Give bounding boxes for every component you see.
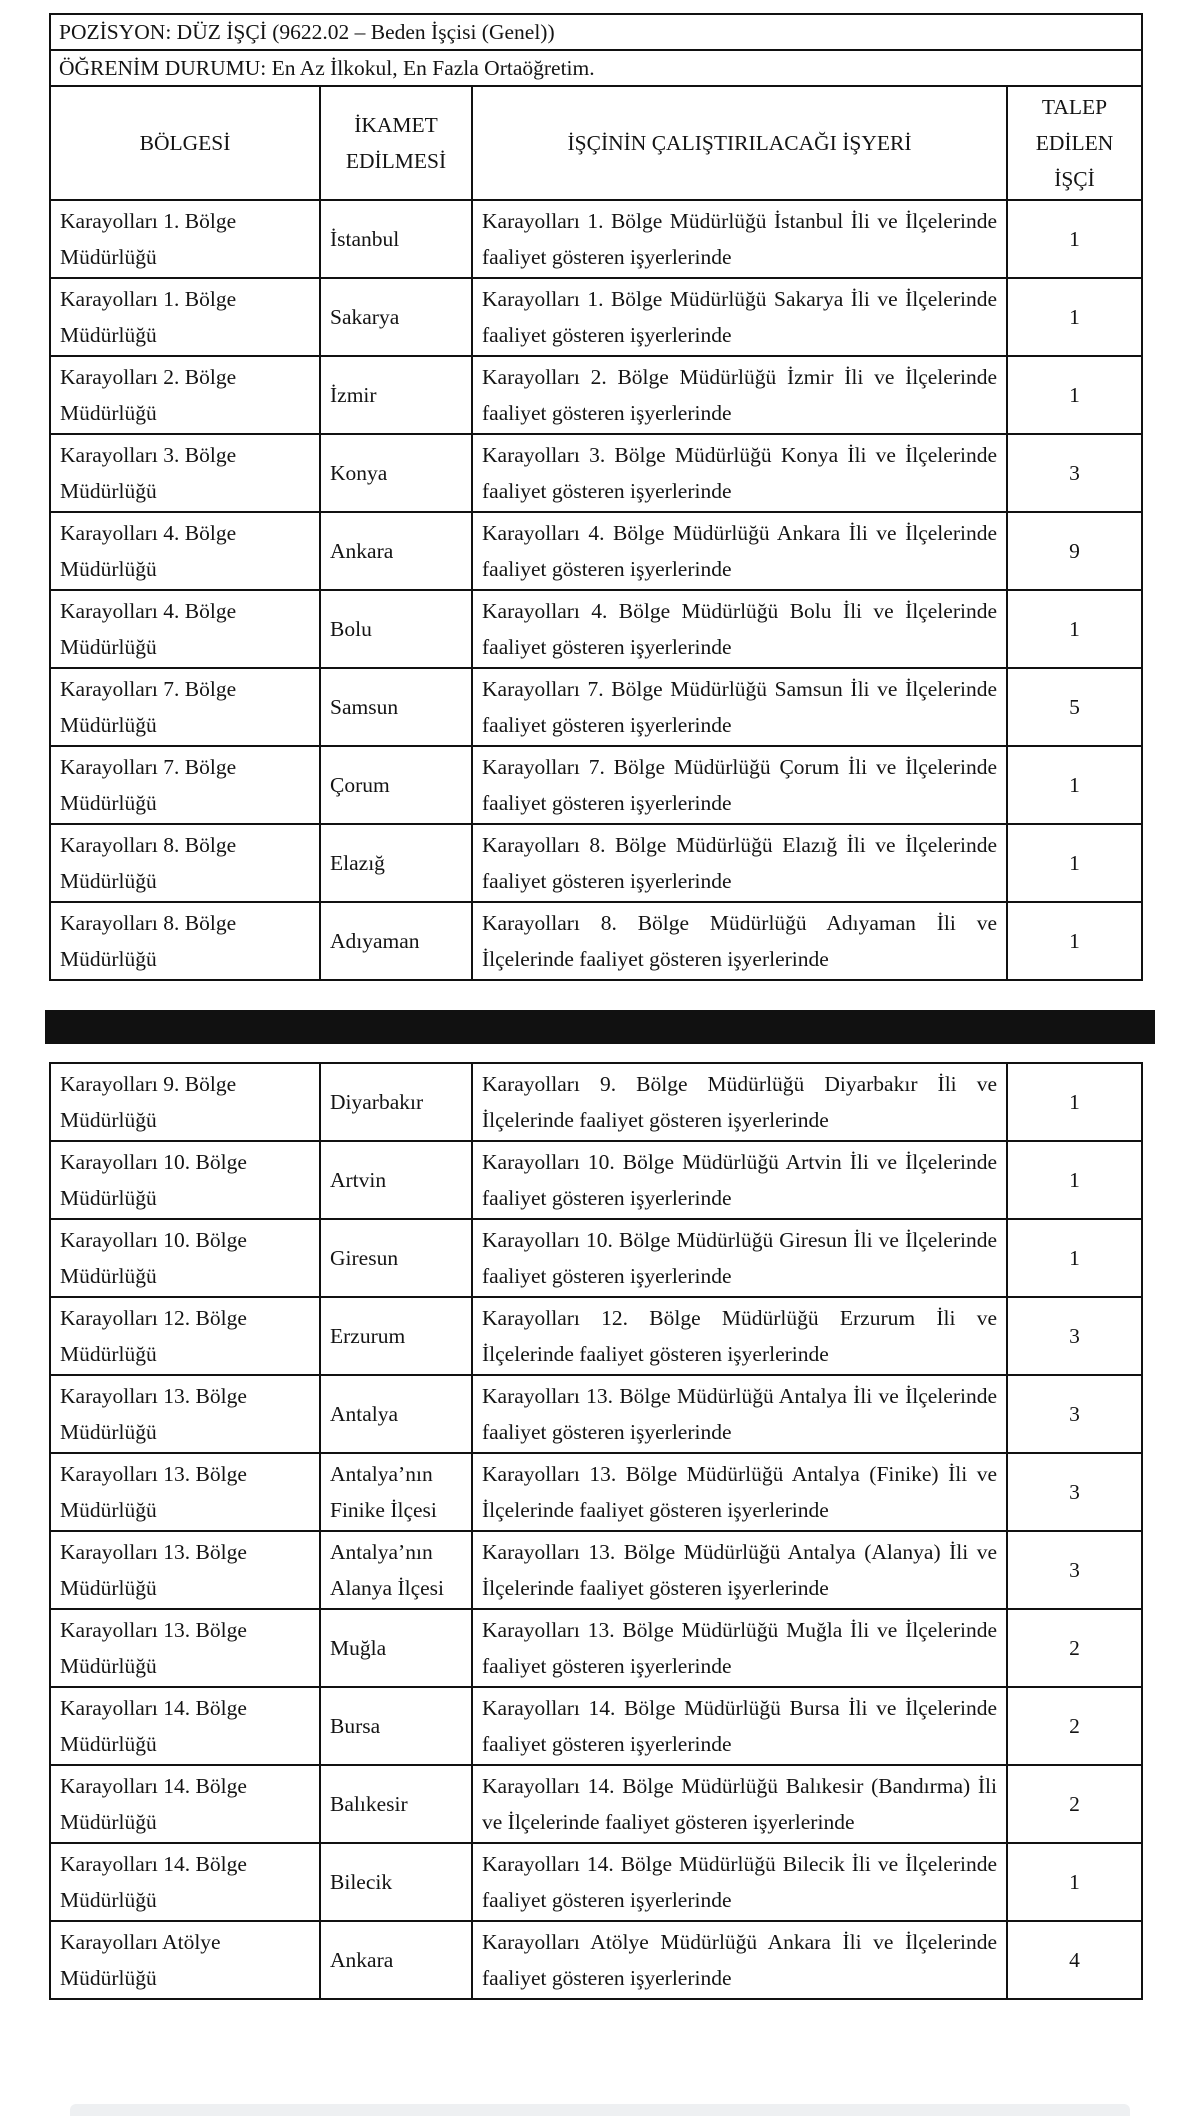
table-row: [50, 1297, 1142, 1375]
table-row: [50, 1219, 1142, 1297]
requested-count-cell: 3: [1007, 434, 1142, 512]
residence-cell: Antalya’nın Alanya İlçesi: [320, 1531, 472, 1609]
residence-cell: İstanbul: [320, 200, 472, 278]
residence-cell: Ankara: [320, 512, 472, 590]
residence-cell: Balıkesir: [320, 1765, 472, 1843]
table-row: [50, 1531, 1142, 1609]
region-cell: Karayolları 10. Bölge Müdürlüğü: [50, 1141, 320, 1219]
workplace-cell: Karayolları 9. Bölge Müdürlüğü Diyarbakır İli ve İlçelerinde faaliyet gösteren işyerlerinde: [472, 1063, 1007, 1141]
requested-count-cell: 1: [1007, 824, 1142, 902]
region-cell: Karayolları 10. Bölge Müdürlüğü: [50, 1219, 320, 1297]
positions-table-part-1: [49, 13, 1143, 981]
residence-cell: Diyarbakır: [320, 1063, 472, 1141]
requested-count-cell: 3: [1007, 1375, 1142, 1453]
workplace-cell: Karayolları 10. Bölge Müdürlüğü Artvin İli ve İlçelerinde faaliyet gösteren işyerlerinde: [472, 1141, 1007, 1219]
residence-cell: Antalya’nın Finike İlçesi: [320, 1453, 472, 1531]
workplace-cell: Karayolları 14. Bölge Müdürlüğü Bursa İli ve İlçelerinde faaliyet gösteren işyerlerinde: [472, 1687, 1007, 1765]
requested-count-cell: 1: [1007, 590, 1142, 668]
table-row: [50, 824, 1142, 902]
requested-count-cell: 3: [1007, 1531, 1142, 1609]
region-cell: Karayolları 13. Bölge Müdürlüğü: [50, 1375, 320, 1453]
table-row: [50, 1843, 1142, 1921]
residence-cell: Giresun: [320, 1219, 472, 1297]
table-row: [50, 1609, 1142, 1687]
table-body-part-1: [50, 200, 1142, 980]
table-row: [50, 1765, 1142, 1843]
requested-count-cell: 3: [1007, 1453, 1142, 1531]
requested-count-cell: 1: [1007, 1063, 1142, 1141]
workplace-cell: Karayolları 2. Bölge Müdürlüğü İzmir İli ve İlçelerinde faaliyet gösteren işyerlerinde: [472, 356, 1007, 434]
workplace-cell: Karayolları 10. Bölge Müdürlüğü Giresun İli ve İlçelerinde faaliyet gösteren işyerlerinde: [472, 1219, 1007, 1297]
column-header-requested: TALEP EDİLEN İŞÇİ: [1007, 86, 1142, 200]
table-row: [50, 1375, 1142, 1453]
residence-cell: Konya: [320, 434, 472, 512]
column-header-region: BÖLGESİ: [50, 86, 320, 200]
residence-cell: Elazığ: [320, 824, 472, 902]
table-row: [50, 1453, 1142, 1531]
residence-cell: Bilecik: [320, 1843, 472, 1921]
residence-cell: Antalya: [320, 1375, 472, 1453]
column-header-workplace: İŞÇİNİN ÇALIŞTIRILACAĞI İŞYERİ: [472, 86, 1007, 200]
requested-count-cell: 5: [1007, 668, 1142, 746]
bottom-edge-strip: [70, 2104, 1130, 2116]
workplace-cell: Karayolları 7. Bölge Müdürlüğü Samsun İli ve İlçelerinde faaliyet gösteren işyerlerinde: [472, 668, 1007, 746]
residence-cell: Sakarya: [320, 278, 472, 356]
residence-cell: Çorum: [320, 746, 472, 824]
requested-count-cell: 1: [1007, 902, 1142, 980]
table-row: [50, 1141, 1142, 1219]
requested-count-cell: 1: [1007, 1843, 1142, 1921]
region-cell: Karayolları Atölye Müdürlüğü: [50, 1921, 320, 1999]
region-cell: Karayolları 9. Bölge Müdürlüğü: [50, 1063, 320, 1141]
requested-count-cell: 9: [1007, 512, 1142, 590]
table-row: [50, 200, 1142, 278]
table-row: [50, 1063, 1142, 1141]
region-cell: Karayolları 12. Bölge Müdürlüğü: [50, 1297, 320, 1375]
region-cell: Karayolları 7. Bölge Müdürlüğü: [50, 668, 320, 746]
requested-count-cell: 1: [1007, 278, 1142, 356]
requested-count-cell: 1: [1007, 356, 1142, 434]
requested-count-cell: 2: [1007, 1609, 1142, 1687]
requested-count-cell: 1: [1007, 746, 1142, 824]
residence-cell: İzmir: [320, 356, 472, 434]
table-row: [50, 434, 1142, 512]
table-row: [50, 1687, 1142, 1765]
workplace-cell: Karayolları 4. Bölge Müdürlüğü Bolu İli ve İlçelerinde faaliyet gösteren işyerlerinde: [472, 590, 1007, 668]
region-cell: Karayolları 14. Bölge Müdürlüğü: [50, 1687, 320, 1765]
requested-count-cell: 4: [1007, 1921, 1142, 1999]
workplace-cell: Karayolları 13. Bölge Müdürlüğü Antalya (Alanya) İli ve İlçelerinde faaliyet gösteren işyerlerinde: [472, 1531, 1007, 1609]
region-cell: Karayolları 1. Bölge Müdürlüğü: [50, 278, 320, 356]
workplace-cell: Karayolları 13. Bölge Müdürlüğü Antalya İli ve İlçelerinde faaliyet gösteren işyerlerinde: [472, 1375, 1007, 1453]
table-row: [50, 1921, 1142, 1999]
workplace-cell: Karayolları Atölye Müdürlüğü Ankara İli ve İlçelerinde faaliyet gösteren işyerlerinde: [472, 1921, 1007, 1999]
residence-cell: Ankara: [320, 1921, 472, 1999]
region-cell: Karayolları 8. Bölge Müdürlüğü: [50, 824, 320, 902]
requested-count-cell: 1: [1007, 1219, 1142, 1297]
residence-cell: Adıyaman: [320, 902, 472, 980]
requested-count-cell: 1: [1007, 200, 1142, 278]
region-cell: Karayolları 4. Bölge Müdürlüğü: [50, 590, 320, 668]
table-row: [50, 512, 1142, 590]
region-cell: Karayolları 13. Bölge Müdürlüğü: [50, 1453, 320, 1531]
table-row: [50, 356, 1142, 434]
workplace-cell: Karayolları 14. Bölge Müdürlüğü Balıkesir (Bandırma) İli ve İlçelerinde faaliyet gösteren işyerlerinde: [472, 1765, 1007, 1843]
table-row: [50, 746, 1142, 824]
region-cell: Karayolları 13. Bölge Müdürlüğü: [50, 1531, 320, 1609]
region-cell: Karayolları 7. Bölge Müdürlüğü: [50, 746, 320, 824]
region-cell: Karayolları 3. Bölge Müdürlüğü: [50, 434, 320, 512]
workplace-cell: Karayolları 13. Bölge Müdürlüğü Muğla İli ve İlçelerinde faaliyet gösteren işyerlerinde: [472, 1609, 1007, 1687]
requested-count-cell: 2: [1007, 1687, 1142, 1765]
table-row: [50, 668, 1142, 746]
workplace-cell: Karayolları 3. Bölge Müdürlüğü Konya İli ve İlçelerinde faaliyet gösteren işyerlerinde: [472, 434, 1007, 512]
workplace-cell: Karayolları 4. Bölge Müdürlüğü Ankara İli ve İlçelerinde faaliyet gösteren işyerlerinde: [472, 512, 1007, 590]
residence-cell: Bursa: [320, 1687, 472, 1765]
residence-cell: Samsun: [320, 668, 472, 746]
region-cell: Karayolları 14. Bölge Müdürlüğü: [50, 1843, 320, 1921]
table-row: [50, 590, 1142, 668]
workplace-cell: Karayolları 8. Bölge Müdürlüğü Elazığ İli ve İlçelerinde faaliyet gösteren işyerlerinde: [472, 824, 1007, 902]
workplace-cell: Karayolları 1. Bölge Müdürlüğü İstanbul İli ve İlçelerinde faaliyet gösteren işyerlerinde: [472, 200, 1007, 278]
workplace-cell: Karayolları 14. Bölge Müdürlüğü Bilecik İli ve İlçelerinde faaliyet gösteren işyerlerinde: [472, 1843, 1007, 1921]
residence-cell: Erzurum: [320, 1297, 472, 1375]
table-body-part-2: [50, 1063, 1142, 1999]
page-separator-bar: [45, 1010, 1155, 1044]
requested-count-cell: 1: [1007, 1141, 1142, 1219]
region-cell: Karayolları 14. Bölge Müdürlüğü: [50, 1765, 320, 1843]
table-row: [50, 902, 1142, 980]
workplace-cell: Karayolları 1. Bölge Müdürlüğü Sakarya İli ve İlçelerinde faaliyet gösteren işyerlerinde: [472, 278, 1007, 356]
education-requirement: ÖĞRENİM DURUMU: En Az İlkokul, En Fazla Ortaöğretim.: [50, 50, 1142, 86]
residence-cell: Bolu: [320, 590, 472, 668]
requested-count-cell: 2: [1007, 1765, 1142, 1843]
table-row: [50, 278, 1142, 356]
workplace-cell: Karayolları 12. Bölge Müdürlüğü Erzurum İli ve İlçelerinde faaliyet gösteren işyerlerinde: [472, 1297, 1007, 1375]
positions-table-part-2: [49, 1062, 1143, 2000]
residence-cell: Artvin: [320, 1141, 472, 1219]
workplace-cell: Karayolları 13. Bölge Müdürlüğü Antalya (Finike) İli ve İlçelerinde faaliyet gösteren işyerlerinde: [472, 1453, 1007, 1531]
region-cell: Karayolları 13. Bölge Müdürlüğü: [50, 1609, 320, 1687]
region-cell: Karayolları 2. Bölge Müdürlüğü: [50, 356, 320, 434]
residence-cell: Muğla: [320, 1609, 472, 1687]
workplace-cell: Karayolları 7. Bölge Müdürlüğü Çorum İli ve İlçelerinde faaliyet gösteren işyerlerinde: [472, 746, 1007, 824]
workplace-cell: Karayolları 8. Bölge Müdürlüğü Adıyaman İli ve İlçelerinde faaliyet gösteren işyerlerinde: [472, 902, 1007, 980]
region-cell: Karayolları 8. Bölge Müdürlüğü: [50, 902, 320, 980]
requested-count-cell: 3: [1007, 1297, 1142, 1375]
region-cell: Karayolları 4. Bölge Müdürlüğü: [50, 512, 320, 590]
region-cell: Karayolları 1. Bölge Müdürlüğü: [50, 200, 320, 278]
column-header-residence: İKAMET EDİLMESİ: [320, 86, 472, 200]
position-title: POZİSYON: DÜZ İŞÇİ (9622.02 – Beden İşçisi (Genel)): [50, 14, 1142, 50]
